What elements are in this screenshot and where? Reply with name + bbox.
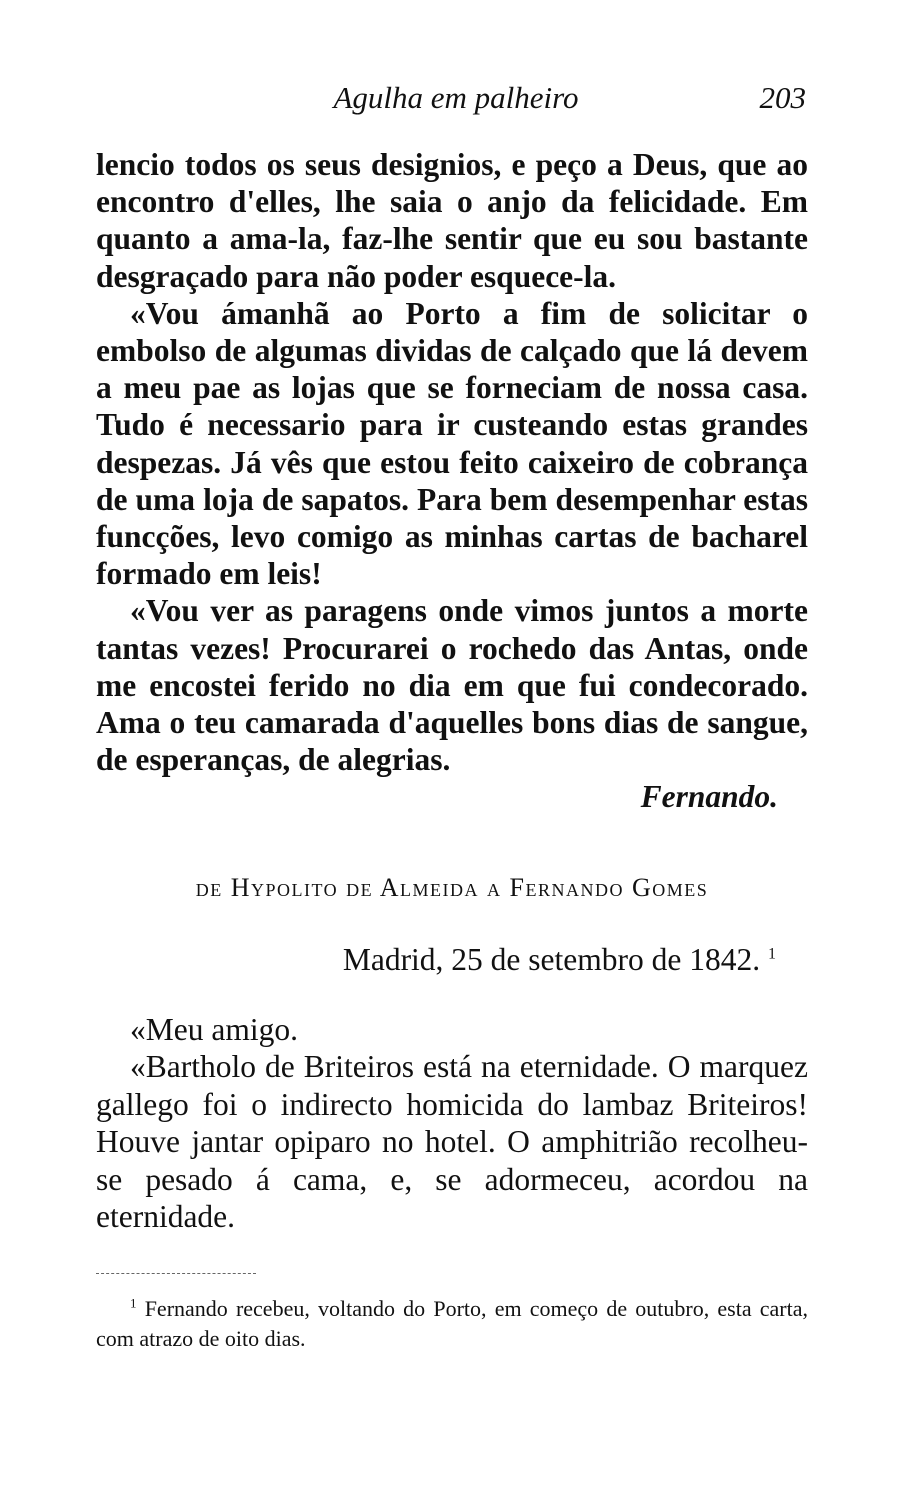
footnote-text: Fernando recebeu, voltando do Porto, em começo de outubro, esta carta, com atrazo de oito dias. (96, 1296, 809, 1351)
letter-continuation (96, 146, 808, 816)
running-head (96, 78, 816, 118)
paragraph: lencio todos os seus designios, e peço a Deus, que ao encontro d'elles, lhe saia o anjo da felicidade. Em quanto a ama-la, faz-lhe sentir que eu sou bastante desgraçado para não poder esquece-la. (96, 147, 808, 294)
footnote-reference: 1 (768, 945, 776, 963)
page-number: 203 (759, 80, 806, 115)
letter-heading: de Hypolito de Almeida a Fernando Gomes (195, 873, 709, 902)
dateline-text: Madrid, 25 de setembro de 1842. (342, 942, 761, 977)
footnote-mark: 1 (130, 1295, 137, 1311)
footnote-rule (96, 1273, 256, 1274)
letter-body (96, 1011, 808, 1235)
paragraph: «Vou ámanhã ao Porto a fim de solicitar o embolso de algumas dividas de calçado que lá devem a meu pae as lojas que se forneciam de nossa casa. Tudo é necessario para ir custeando estas grandes despezas. Já vês que estou feito caixeiro de cobrança de uma loja de sapatos. Para bem desempenhar estas funcções, levo comigo as minhas cartas de bacharel formado em leis! (96, 295, 808, 592)
signature: Fernando. (640, 779, 778, 815)
dateline (96, 940, 776, 980)
paragraph: «Vou ver as paragens onde vimos juntos a morte tantas vezes! Procurarei o rochedo das Antas, onde me encostei ferido no dia em que fui condecorado. Ama o teu camarada d'aquelles bons dias de sangue, de esperanças, de alegrias. (96, 593, 808, 778)
footnote (96, 1294, 808, 1354)
paragraph: «Bartholo de Briteiros está na eternidade. O marquez gallego foi o indirecto homicida do lambaz Briteiros! Houve jantar opiparo no hotel. O amphitrião recolheu-se pesado á cama, e, se adormeceu, acordou na eternidade. (96, 1049, 808, 1235)
footnote-paragraph (96, 1294, 808, 1354)
running-title: Agulha em palheiro (333, 80, 579, 115)
paragraph: «Meu amigo. (130, 1012, 298, 1047)
